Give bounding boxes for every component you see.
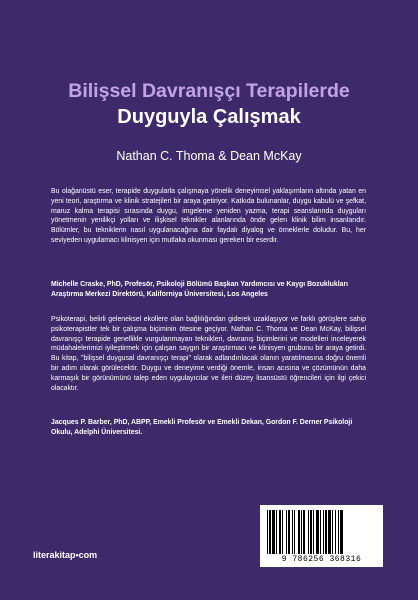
- barcode-bar: [320, 510, 321, 554]
- barcode-bar: [276, 510, 277, 554]
- barcode-bar: [313, 510, 314, 554]
- barcode-bar: [340, 510, 343, 554]
- cover-title-line1: Bilişsel Davranışçı Terapilerde: [68, 80, 350, 102]
- cover-title-line2: Duyguyla Çalışmak: [117, 106, 301, 128]
- barcode-bar: [282, 510, 283, 554]
- endorser-1: Michelle Craske, PhD, Profesör, Psikoloji Bölümü Başkan Yardımcısı ve Kaygı Bozuklukları Araştırma Merkezi Direktörü, Kaliforniya Üniversitesi, Los Angeles: [51, 281, 349, 298]
- blurb-paragraph-1: Bu olağanüstü eser, terapide duygularla çalışmaya yönelik deneyimsel yaklaşımların altında yatan en yeni teori, araştırma ve klinik stratejileri bir araya getiriyor. Katkıda bulunanlar, duygu kabulü ve şefkat, maruz kalma terapisi sırasında duygu, imgeleme yeniden yazma, terapi seanslarında duyguları yönetmenin yenilikçi yolları ve ilişkisel teknikler alanlarında önde gelen klinik bilim insanlarıdır. Bölümler, bu tekniklerin nasıl uygulanacağına dair faydalı diyalog ve örneklerle doludur. Bu, her seviyeden uygulamacı klinisyen için mutlaka okunması gereken bir eserdir.: [51, 188, 366, 244]
- blurb-paragraph-2: Psikoterapi, belirli geleneksel ekollere olan bağlılığından giderek uzaklaşıyor ve farklı görüşlere sahip psikoterapistler tek bir çalışma biçiminin ötesine geçiyor. Nathan C. Thoma ve Dean McKay, bilişsel davranışçı terapide genellikle vurgulanmayan teknikleri, davranış biçimlerini ve modelleri inceleyerek müdahalelerimizi iyileştirmek için çalışan saygın bir araştırmacı ve klinisyen grubunu bir araya getirdi. Bu kitap, "bilişsel duygusal davranışçı terapi" olarak adlandırılacak olanın yaratılmasına doğru önemli bir adım olarak görülecektir. Duygu ve deneyime verdiği önemle, insan acısına ve çözümünün daha karmaşık bir görünümünü talep eden uygulayıcılar ve ileri düzey lisansüstü öğrencileri için ilgi çekici olacaktır.: [51, 316, 366, 392]
- barcode-bar: [272, 510, 275, 554]
- cover-authors: Nathan C. Thoma & Dean McKay: [116, 149, 302, 163]
- barcode-bar: [310, 510, 312, 554]
- barcode-bar: [338, 510, 339, 554]
- barcode-bar: [303, 510, 305, 554]
- barcode-bar: [279, 510, 281, 554]
- barcode-bar: [335, 510, 336, 554]
- barcode-bar: [269, 510, 271, 554]
- barcode-bar: [294, 510, 295, 554]
- barcode-bar: [298, 510, 300, 554]
- barcode-bar: [316, 510, 319, 554]
- barcode-bar: [325, 510, 327, 554]
- barcode-bar: [292, 510, 293, 554]
- isbn-barcode: [260, 505, 383, 567]
- barcode-bar: [332, 510, 333, 554]
- barcode-bar: [308, 510, 309, 554]
- barcode-bar: [301, 510, 302, 554]
- barcode-bar: [267, 510, 268, 554]
- barcode-bar: [288, 510, 290, 554]
- barcode-digits: 9 786256 368316: [281, 555, 362, 564]
- publisher-logo: literakitap•com: [33, 550, 98, 560]
- barcode-bar: [323, 510, 324, 554]
- barcode-bars: [265, 510, 378, 554]
- barcode-bar: [328, 510, 331, 554]
- endorser-2: Jacques P. Barber, PhD, ABPP, Emekli Profesör ve Emekli Dekan, Gordon F. Derner Psikoloji Okulu, Adelphi Üniversitesi.: [51, 419, 353, 436]
- barcode-bar: [286, 510, 287, 554]
